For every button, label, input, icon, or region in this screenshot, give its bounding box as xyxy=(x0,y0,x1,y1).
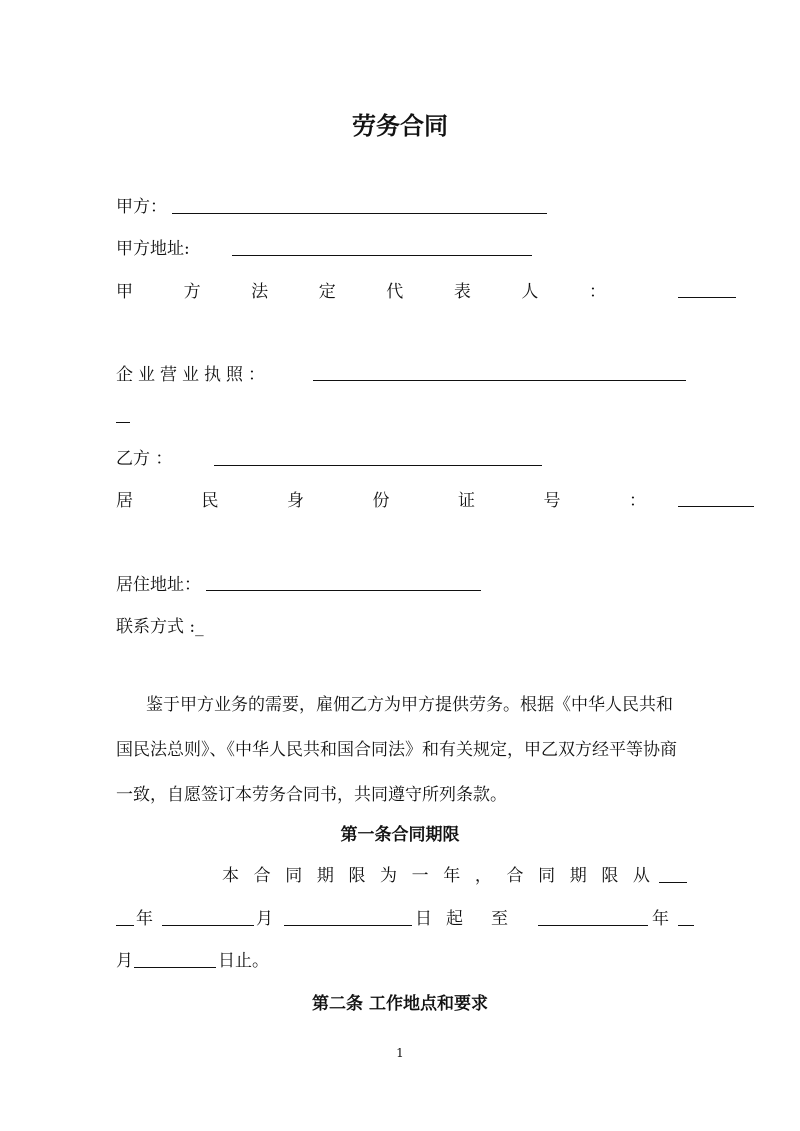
party-a-address-label: 甲方地址: xyxy=(116,239,190,259)
id-number-blank[interactable] xyxy=(678,506,754,507)
party-b-blank[interactable] xyxy=(214,465,542,466)
business-license-label: 企业营业执照： xyxy=(116,365,270,385)
party-a-label: 甲方： xyxy=(116,197,167,217)
end-month-label: 月 xyxy=(116,951,133,971)
start-year-blank-a[interactable] xyxy=(659,882,687,883)
contact-label: 联系方式 :_ xyxy=(116,617,204,637)
party-a-representative-label: 甲 方 法 定 代 表 人 ： xyxy=(116,282,606,302)
intro-paragraph: 鉴于甲方业务的需要，雇佣乙方为甲方提供劳务。根据《中华人民共和国民法总则》、《中华人民共和国合同法》和有关规定，甲乙双方经平等协商一致，自愿签订本劳务合同书，共同遵守所列条款。 xyxy=(116,695,677,805)
document-title: 劳务合同 xyxy=(352,112,448,140)
end-day-blank[interactable] xyxy=(134,967,216,968)
end-year-label: 年 xyxy=(652,909,669,929)
start-month-label: 月 xyxy=(256,909,273,929)
party-a-blank[interactable] xyxy=(172,213,547,214)
business-license-blank-cont xyxy=(116,422,130,423)
residence-blank[interactable] xyxy=(206,590,481,591)
start-day-blank[interactable] xyxy=(284,925,412,926)
article2-title: 第二条 工作地点和要求 xyxy=(312,994,488,1014)
start-day-label: 日起 xyxy=(415,909,477,929)
party-a-representative-blank[interactable] xyxy=(678,297,736,298)
to-label: 至 xyxy=(491,909,508,929)
article1-line1: 本 合 同 期 限 为 一 年 ， 合 同 期 限 从 xyxy=(222,866,650,886)
start-year-blank-b[interactable] xyxy=(116,925,134,926)
article1-title: 第一条合同期限 xyxy=(340,825,460,845)
business-license-blank[interactable] xyxy=(313,380,686,381)
id-number-label: 居 民 身 份 证 号 ： xyxy=(116,491,646,511)
end-year-blank[interactable] xyxy=(538,925,648,926)
page-number: 1 xyxy=(396,1046,404,1060)
start-year-label: 年 xyxy=(136,909,153,929)
party-b-label: 乙方 ： xyxy=(116,449,173,469)
party-a-address-blank[interactable] xyxy=(232,255,532,256)
start-month-blank[interactable] xyxy=(162,925,254,926)
end-day-label: 日止。 xyxy=(218,951,269,971)
residence-label: 居住地址： xyxy=(116,575,201,595)
end-month-blank-a[interactable] xyxy=(678,925,694,926)
